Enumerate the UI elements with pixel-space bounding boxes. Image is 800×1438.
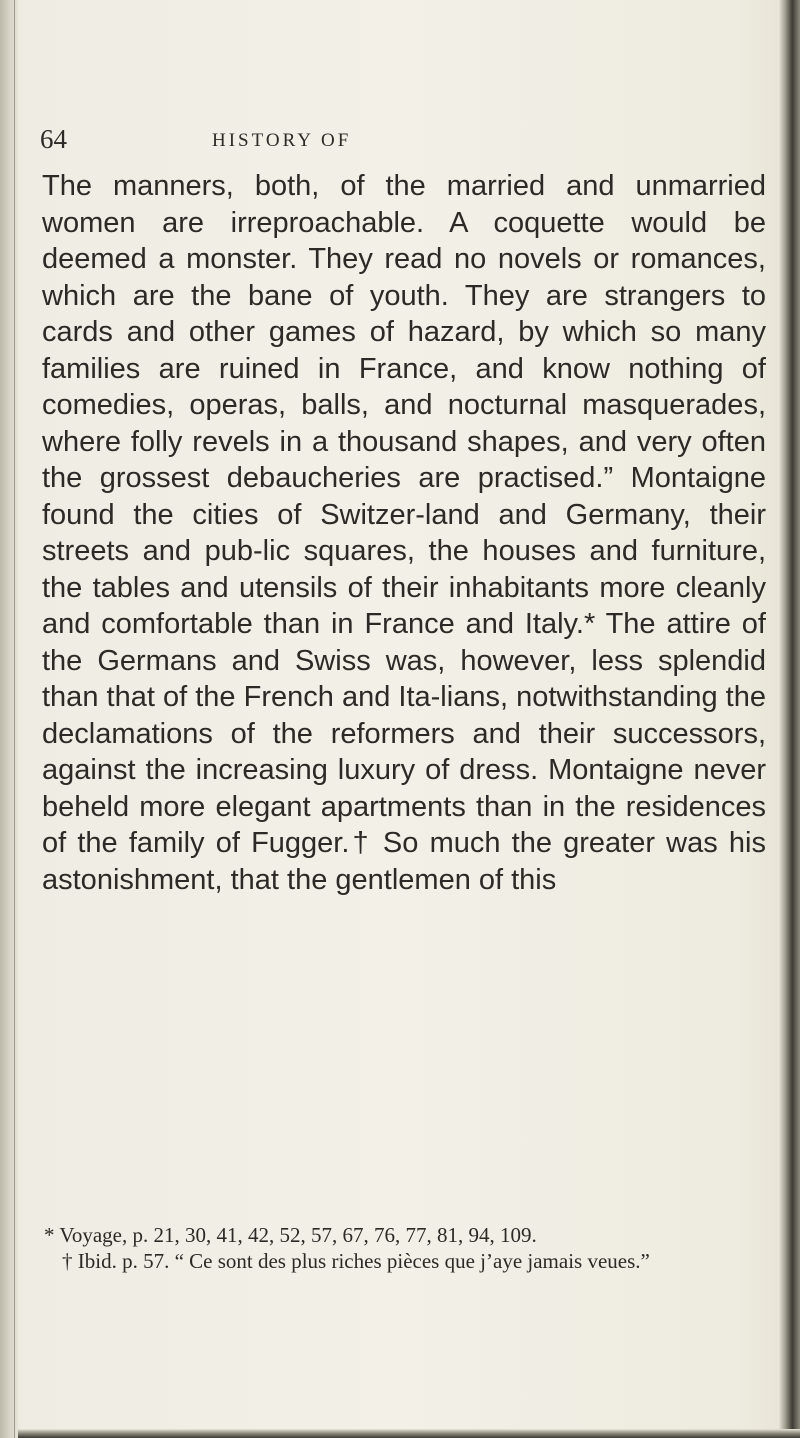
page-gutter-shadow <box>0 0 18 1438</box>
footnotes <box>44 1222 766 1274</box>
gutter-line <box>14 0 15 1438</box>
bottom-edge-shadow <box>18 1429 800 1438</box>
body-paragraph: The manners, both, of the married and unmarried women are irreproachable. A coquette would be deemed a monster. They read no novels or romances, which are the bane of youth. They are strangers to cards and other games of hazard, by which so many families are ruined in France, and know nothing of comedies, operas, balls, and nocturnal masquerades, where folly revels in a thousand shapes, and very often the grossest debaucheries are practised.” Montaigne found the cities of Switzer-land and Germany, their streets and pub-lic squares, the houses and furniture, the tables and utensils of their inhabitants more cleanly and comfortable than in France and Italy.* The attire of the Germans and Swiss was, however, less splendid than that of the French and Ita-lians, notwithstanding the declamations of the reformers and their successors, against the increasing luxury of dress. Montaigne never beheld more elegant apartments than in the residences of the family of Fugger.† So much the greater was his astonishment, that the gentlemen of this <box>42 170 766 896</box>
footnote-1: * Voyage, p. 21, 30, 41, 42, 52, 57, 67, 76, 77, 81, 94, 109. <box>44 1223 537 1247</box>
footnote-2: † Ibid. p. 57. “ Ce sont des plus riches pièces que j’aye jamais veues.” <box>62 1249 650 1273</box>
running-head <box>40 124 760 164</box>
page-edge-shadow <box>778 0 800 1438</box>
page-number: 64 <box>40 124 67 154</box>
running-title: HISTORY OF <box>212 130 352 151</box>
